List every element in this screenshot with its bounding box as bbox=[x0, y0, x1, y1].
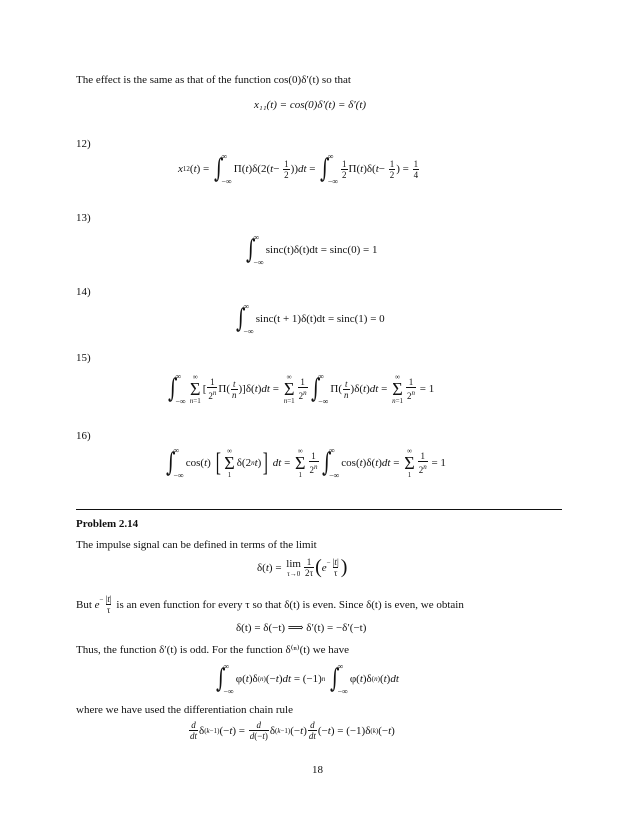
equation-14: ∫ ∞ −∞ sinc(t + 1)δ(t)dt = sinc(1) = 0 bbox=[236, 302, 385, 336]
paragraph-2-rest: is an even function for every τ so that δ(t) is even. Since δ(t) is even, we obtain bbox=[116, 598, 464, 611]
item-label-14: 14) bbox=[76, 286, 91, 298]
page-number: 18 bbox=[312, 764, 323, 776]
intro-text: The effect is the same as that of the function cos(0)δ′(t) so that bbox=[76, 74, 351, 86]
item-label-15: 15) bbox=[76, 352, 91, 364]
paragraph-2-lead: But bbox=[76, 598, 92, 611]
equation-13: ∫ ∞ −∞ sinc(t)δ(t)dt = sinc(0) = 1 bbox=[246, 233, 378, 267]
equation-16: ∫ ∞ −∞ cos( t ) [ ∞ Σ 1 δ(2 n t ) ] dt = ∞ Σ 1 $\frac{1}{2^n}$ ∫ ∞ −∞ cos( t )δ( t ) dt = ∞ Σ 1 $\frac{1}{2^n}$ = 1 bbox=[166, 446, 446, 480]
equation-x12: x 12 ( t ) = ∫ ∞ −∞ Π( t )δ(2( t − $\frac{1}{2}$ )) dt = ∫ ∞ −∞ $\frac{1}{2}$ Π( t )δ( t − $\frac{1}{2}$ ) = $\frac{1}{4}$ bbox=[178, 152, 419, 186]
equation-14-body: sinc(t + 1)δ(t)dt = sinc(1) = 0 bbox=[255, 313, 385, 325]
equation-nth-derivative: ∫ ∞ −∞ φ( t )δ (n) (− t ) dt = (−1) n ∫ ∞ −∞ φ( t )δ (n) ( t ) dt bbox=[216, 662, 399, 696]
equation-delta-limit: δ( t ) = lim τ→0 $\frac{1}{2\tau}$ ( e − $\frac{|t|}{\tau}$ ) bbox=[257, 556, 348, 578]
problem-paragraph-2: But e − $\frac{|t|}{\tau}$ is an even function for every τ so that δ(t) is even. Since δ(t) is even, we obtain bbox=[76, 594, 464, 615]
problem-paragraph-3: Thus, the function δ′(t) is odd. For the function δ⁽ⁿ⁾(t) we have bbox=[76, 644, 350, 656]
item-label-13: 13) bbox=[76, 212, 91, 224]
equation-13-body: sinc(t)δ(t)dt = sinc(0) = 1 bbox=[265, 244, 378, 256]
problem-paragraph-4: where we have used the differentiation chain rule bbox=[76, 704, 293, 716]
item-label-12: 12) bbox=[76, 138, 91, 150]
equation-even-odd: δ(t) = δ(−t) ⟹ δ′(t) = −δ′(−t) bbox=[236, 622, 367, 634]
section-divider bbox=[76, 509, 562, 510]
item-label-16: 16) bbox=[76, 430, 91, 442]
problem-title: Problem 2.14 bbox=[76, 518, 139, 530]
problem-paragraph-1: The impulse signal can be defined in terms of the limit bbox=[76, 539, 317, 551]
equation-x11: x₁₁(t) = cos(0)δ′(t) = δ′(t) bbox=[254, 99, 367, 111]
equation-chain-rule: $\frac{d}{dt}$ δ (k−1) (− t ) = $\frac{d}{d(-t)}$ δ (k−1) (− t ) $\frac{d}{dt}$ (− t ) = (−1)δ (k) (− t ) bbox=[190, 720, 395, 741]
equation-15: ∫ ∞ −∞ ∞ Σ n=1 [ $\frac{1}{2^n}$ Π( $\frac{t}{n}$ )]δ( t ) dt = ∞ Σ n=1 $\frac{1}{2^n}$ ∫ ∞ −∞ Π( $\frac{t}{n}$ )δ( t ) dt = ∞ Σ n=1 $\frac{1}{2^n}$ = 1 bbox=[168, 372, 435, 406]
